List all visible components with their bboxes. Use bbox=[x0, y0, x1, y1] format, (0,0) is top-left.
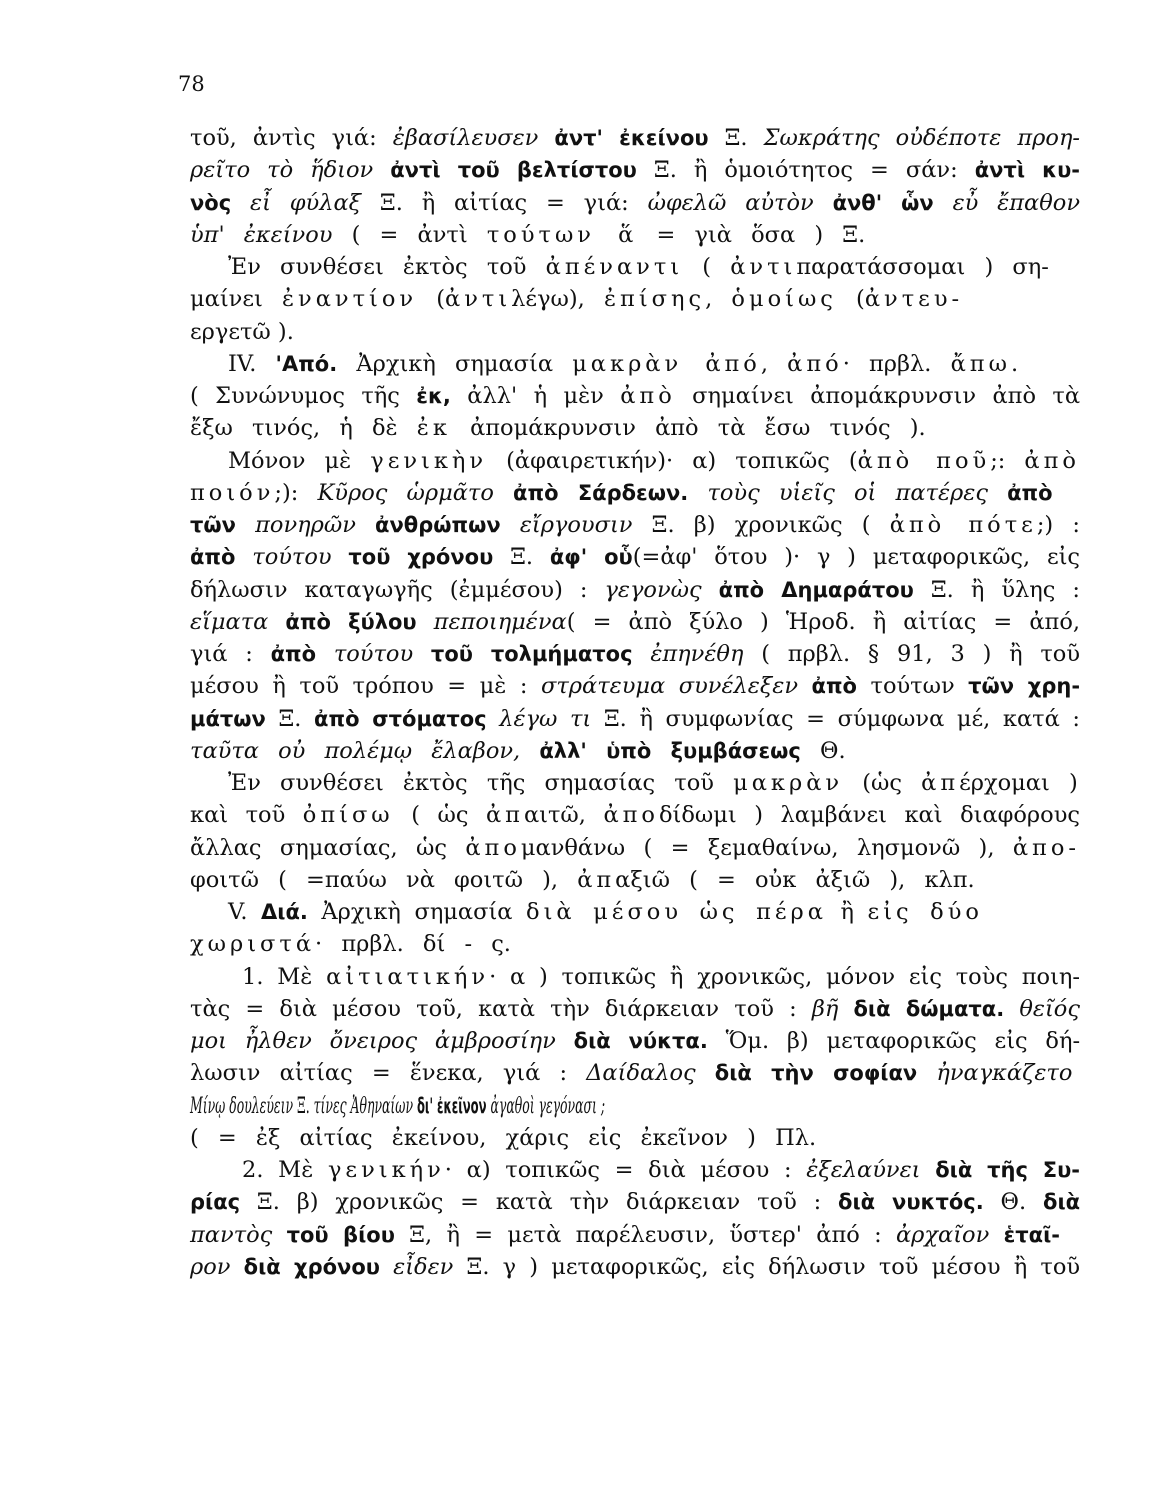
text-segment bbox=[380, 1254, 393, 1280]
text-line bbox=[190, 574, 1080, 606]
text-segment: δήλωσιν καταγωγῆς (ἐμμέσου) : bbox=[190, 576, 605, 603]
text-segment: ἀντι bbox=[730, 254, 797, 280]
text-segment: Ξ. γ ) μεταφορικῶς, εἰς δήλωσιν τοῦ μέσου ἢ τοῦ bbox=[453, 1253, 1081, 1280]
text-segment: , bbox=[705, 286, 732, 313]
text-segment bbox=[814, 190, 833, 216]
text-segment: δίδωμι ) λαμβάνει καὶ διαφόρους bbox=[658, 802, 1080, 829]
text-segment: ταῦτα οὐ πολέμῳ ἔλαβον, bbox=[190, 737, 521, 764]
text-segment: ἀπό bbox=[787, 350, 843, 377]
text-segment: ὑπ' ἐκείνου bbox=[190, 221, 333, 248]
text-segment bbox=[702, 577, 719, 603]
text-segment: ἀπὸ Δημαράτου bbox=[718, 577, 914, 602]
text-segment: ἀπὸ bbox=[620, 383, 676, 409]
text-segment: εἶ φύλαξ bbox=[250, 189, 362, 216]
text-line-content bbox=[190, 541, 1080, 573]
text-segment bbox=[838, 996, 853, 1022]
text-segment bbox=[696, 1060, 715, 1086]
text-line bbox=[190, 1154, 1080, 1186]
text-segment: τοῦ, ἀντὶς γιά: bbox=[190, 125, 393, 151]
text-segment bbox=[633, 641, 651, 667]
text-segment: μανθάνω ( = ξεμαθαίνω, λησμονῶ ), bbox=[520, 834, 1013, 861]
text-line bbox=[190, 1219, 1080, 1251]
text-segment: · α) τοπικῶς = διὰ μέσου : bbox=[444, 1157, 807, 1183]
text-segment: Ξ. β) χρονικῶς = κατὰ τὴν διάρκειαν τοῦ : bbox=[240, 1189, 839, 1216]
text-segment: Θ. bbox=[983, 1189, 1044, 1216]
text-segment: Ξ. β) χρονικῶς ( bbox=[632, 512, 890, 538]
text-segment: μάτων bbox=[190, 706, 266, 731]
text-line bbox=[190, 541, 1080, 573]
text-segment: V. bbox=[228, 899, 262, 925]
text-segment: ὁμοίως bbox=[731, 286, 837, 313]
text-segment: ἐξελαύνει bbox=[806, 1157, 921, 1183]
text-segment: διὰ μέσου ὡς πέρα bbox=[526, 899, 827, 925]
text-segment bbox=[501, 512, 520, 538]
text-segment: ἀπο bbox=[465, 834, 521, 861]
text-segment: ἀνθ' ὧν bbox=[832, 190, 934, 215]
text-segment: διὰ τὴν σοφίαν bbox=[714, 1061, 918, 1086]
text-line-content bbox=[242, 1154, 1080, 1186]
text-segment: ;): bbox=[274, 479, 318, 506]
text-segment: στράτευμα συνέλεξεν bbox=[540, 673, 798, 700]
text-line-content bbox=[190, 1219, 1060, 1251]
text-segment: ἀφ' οὗ bbox=[549, 545, 633, 570]
text-segment: εργετῶ ). bbox=[190, 318, 294, 345]
text-segment: τούτου bbox=[333, 641, 414, 667]
text-line bbox=[190, 187, 1080, 219]
text-segment: τῶν χρη- bbox=[968, 674, 1081, 699]
text-segment: (ἀφαιρετικήν)· α) τοπικῶς ( bbox=[487, 447, 858, 474]
text-segment: = γιὰ ὅσα ) Ξ. bbox=[637, 221, 866, 248]
text-line bbox=[190, 638, 1080, 670]
text-segment: ἠναγκάζετο bbox=[936, 1060, 1073, 1087]
text-line-content bbox=[190, 832, 1080, 864]
text-line bbox=[190, 832, 1080, 864]
page-number: 78 bbox=[178, 72, 205, 96]
text-segment: τούτου bbox=[252, 544, 332, 571]
text-segment: διὰ δώματα. bbox=[853, 996, 1005, 1021]
text-line-content bbox=[242, 961, 1080, 993]
text-line bbox=[190, 961, 1080, 993]
text-segment: . bbox=[1010, 350, 1019, 377]
text-segment: ἢ bbox=[826, 899, 868, 925]
text-segment: ;: bbox=[990, 447, 1025, 474]
text-segment: διὰ νυκτός. bbox=[838, 1190, 984, 1215]
text-segment: ἀπὸ πότε bbox=[889, 512, 1037, 538]
text-segment: ( bbox=[417, 286, 446, 313]
text-segment: ἑταῖ- bbox=[1003, 1222, 1060, 1247]
text-segment: φοιτῶ ( =παύω νὰ φοιτῶ ), bbox=[190, 866, 578, 893]
text-line-content bbox=[190, 380, 1080, 412]
text-segment: καὶ τοῦ bbox=[190, 802, 303, 829]
text-line bbox=[190, 767, 1080, 799]
text-segment: ἀντι bbox=[445, 286, 512, 313]
text-segment: ἀπὸ ποῦ bbox=[857, 447, 991, 474]
text-segment: ἐναντίον bbox=[281, 286, 418, 313]
text-segment: ἀντὶ τοῦ βελτίστου bbox=[390, 158, 637, 183]
text-segment: διὰ νύκτα. bbox=[573, 1029, 708, 1053]
text-segment: ἀλλ' ἡ μὲν bbox=[450, 383, 621, 409]
text-line-content bbox=[190, 412, 926, 444]
text-segment: ἐκ bbox=[416, 415, 451, 442]
text-segment: Ξ. bbox=[708, 125, 764, 151]
text-segment bbox=[417, 609, 434, 635]
text-line bbox=[190, 477, 1080, 509]
text-segment bbox=[494, 480, 513, 506]
text-segment: τὰς = διὰ μέσου τοῦ, κατὰ τὴν διάρκειαν τοῦ : bbox=[190, 995, 812, 1022]
text-segment: εἵματα bbox=[190, 608, 269, 635]
text-segment: Σωκράτης οὐδέποτε προη- bbox=[763, 125, 1081, 151]
text-segment: γενικὴν bbox=[370, 447, 488, 474]
text-line-content bbox=[190, 703, 1080, 735]
text-segment: Ἀρχικὴ σημασία bbox=[307, 899, 527, 925]
text-segment: γεγονὼς bbox=[604, 576, 702, 603]
text-segment: ἄπω bbox=[950, 350, 1011, 377]
text-line bbox=[190, 219, 1080, 251]
text-segment: Ξ. bbox=[293, 1092, 314, 1119]
text-segment: ἀντευ- bbox=[864, 286, 964, 313]
text-segment bbox=[538, 125, 554, 151]
text-segment: ( = ἀπὸ ξύλο ) Ἡροδ. ἢ αἰτίας = ἀπό, bbox=[566, 608, 1081, 635]
text-line-content bbox=[190, 316, 294, 348]
text-segment: τούτων ἅ bbox=[486, 221, 638, 248]
text-segment: τῶν bbox=[190, 513, 236, 537]
text-segment: γενικήν bbox=[327, 1157, 445, 1183]
text-segment: Δαίδαλος bbox=[586, 1060, 696, 1087]
text-segment bbox=[272, 1222, 286, 1248]
text-segment: ἐπίσης bbox=[603, 286, 706, 313]
text-segment: , bbox=[760, 350, 788, 377]
text-segment: Διά. bbox=[261, 900, 308, 924]
text-segment: · α ) τοπικῶς ἢ χρονικῶς, μόνον εἰς τοὺς ποιη- bbox=[489, 963, 1081, 990]
text-line-content bbox=[190, 799, 1080, 831]
text-segment: Μίνῳ δουλεύειν bbox=[190, 1092, 294, 1119]
text-line-content bbox=[228, 348, 1018, 380]
text-segment: Ἐν συνθέσει ἐκτὸς τοῦ bbox=[228, 254, 546, 280]
text-segment: σημαίνει ἀπομάκρυνσιν ἀπὸ τὰ bbox=[675, 383, 1081, 409]
text-segment bbox=[917, 1060, 936, 1086]
text-line-content bbox=[190, 574, 1080, 606]
text-line bbox=[190, 928, 1080, 960]
text-segment: λέγω τι bbox=[499, 705, 592, 732]
text-segment: τοῦ τολμήματος bbox=[430, 642, 633, 666]
text-segment: Ξ. ἢ αἰτίας = γιά: bbox=[361, 189, 648, 216]
text-segment: παντὸς bbox=[190, 1221, 273, 1248]
text-segment: Ξ. ἢ ὕλης : bbox=[913, 576, 1080, 603]
text-segment: IV. bbox=[228, 350, 276, 377]
text-segment: ἀπ bbox=[921, 770, 960, 796]
text-segment: Κῦρος ὡρμᾶτο bbox=[317, 479, 494, 506]
text-segment: ( Συνώνυμος τῆς bbox=[190, 383, 417, 409]
text-segment: ἀλλ' ὑπὸ ξυμβάσεως bbox=[539, 738, 801, 763]
text-line bbox=[190, 703, 1080, 735]
text-segment: νὸς bbox=[190, 190, 232, 215]
text-segment: ἐκ, bbox=[416, 384, 451, 408]
text-segment bbox=[934, 190, 953, 216]
text-segment bbox=[798, 673, 812, 699]
text-line bbox=[190, 1186, 1080, 1218]
text-segment bbox=[231, 190, 250, 216]
text-segment: γιά : bbox=[190, 641, 271, 667]
text-segment: (ὡς bbox=[843, 770, 922, 796]
text-segment: αξιῶ ( = οὐκ ἀξιῶ ), κλπ. bbox=[615, 866, 975, 893]
text-line-content bbox=[190, 638, 1080, 670]
text-segment bbox=[520, 738, 539, 764]
text-segment: λωσιν αἰτίας = ἕνεκα, γιά : bbox=[190, 1060, 587, 1087]
text-segment: Ἐν συνθέσει ἐκτὸς τῆς σημασίας τοῦ bbox=[228, 770, 734, 796]
text-segment: Μόνον μὲ bbox=[228, 447, 371, 474]
text-line bbox=[190, 509, 1080, 541]
text-line-content bbox=[190, 864, 975, 896]
text-segment: εἶδεν bbox=[393, 1253, 454, 1280]
text-segment: ( bbox=[683, 254, 731, 280]
text-segment: Ξ. bbox=[265, 705, 315, 732]
text-segment bbox=[236, 512, 255, 538]
text-segment bbox=[268, 609, 285, 635]
text-line-content bbox=[190, 283, 963, 315]
text-line bbox=[190, 1251, 1080, 1283]
text-segment: · πρβλ. δί - ς. bbox=[315, 931, 511, 958]
text-segment bbox=[556, 1028, 574, 1054]
text-segment: ὀπίσω bbox=[302, 802, 394, 829]
text-line bbox=[190, 154, 1080, 186]
text-segment: ἀπομάκρυνσιν ἀπὸ τὰ ἔσω τινός ). bbox=[450, 415, 926, 442]
text-segment: ἀνθρώπων bbox=[375, 513, 501, 537]
text-segment: ἀπὸ στόματος bbox=[314, 706, 487, 731]
text-segment: τίνες Ἀθηναίων bbox=[313, 1092, 414, 1119]
text-segment: ( = ἐξ αἰτίας ἐκείνου, χάρις εἰς ἐκεῖνον ) Πλ. bbox=[190, 1124, 817, 1151]
text-segment: Ξ, ἢ = μετὰ παρέλευσιν, ὕστερ' ἀπό : bbox=[394, 1221, 896, 1248]
text-segment: έρχομαι ) bbox=[959, 770, 1078, 796]
text-line-content bbox=[190, 993, 1080, 1025]
text-segment: ἐβασίλευσεν bbox=[392, 125, 539, 151]
text-segment bbox=[316, 641, 334, 667]
text-line-content bbox=[190, 1025, 1080, 1057]
text-segment: εἰς δύο bbox=[867, 899, 983, 925]
text-segment: ἔξω τινός, ἡ δὲ bbox=[190, 415, 417, 442]
text-segment: ( bbox=[836, 286, 865, 313]
text-line bbox=[190, 412, 1080, 444]
text-segment: Ἀρχικὴ σημασία bbox=[337, 350, 573, 377]
text-segment: 2. Μὲ bbox=[242, 1157, 328, 1183]
text-line bbox=[190, 251, 1080, 283]
text-line-content bbox=[190, 122, 1080, 154]
text-segment: Ὅμ. β) μεταφορικῶς εἰς δή- bbox=[707, 1028, 1081, 1054]
text-line-content bbox=[228, 445, 1080, 477]
text-line-content bbox=[190, 606, 1080, 638]
text-line-content bbox=[228, 251, 1049, 283]
text-line bbox=[190, 670, 1080, 702]
text-segment: ρεῖτο τὸ ἥδιον bbox=[190, 157, 374, 184]
text-line-content bbox=[228, 896, 983, 928]
text-segment bbox=[230, 1254, 243, 1280]
text-line-content bbox=[190, 735, 846, 767]
text-segment: 'Από. bbox=[275, 351, 338, 376]
text-line-content bbox=[190, 477, 1053, 509]
text-segment: ἀπὸ bbox=[1024, 447, 1080, 474]
text-segment: Ξ. ἢ ὁμοιότητος = σάν: bbox=[636, 157, 975, 184]
text-segment: τοῦ βίου bbox=[286, 1222, 395, 1247]
text-line bbox=[190, 896, 1080, 928]
text-segment: διὰ bbox=[1043, 1190, 1081, 1215]
text-segment: ὠφελῶ αὐτὸν bbox=[647, 189, 814, 216]
text-segment: ἀντὶ κυ- bbox=[974, 158, 1080, 183]
text-line bbox=[190, 993, 1080, 1025]
text-line bbox=[190, 122, 1080, 154]
text-segment: ἀπ bbox=[577, 866, 616, 893]
text-segment: Ξ. ἢ συμφωνίας = σύμφωνα μέ, κατά : bbox=[591, 705, 1080, 732]
text-segment: θεῖός bbox=[1019, 995, 1080, 1022]
text-segment: ρον bbox=[190, 1253, 231, 1280]
text-segment: μοι ἦλθεν ὄνειρος ἀμβροσίην bbox=[190, 1028, 556, 1054]
text-line bbox=[190, 283, 1080, 315]
text-line bbox=[190, 606, 1080, 638]
text-segment bbox=[921, 1157, 936, 1183]
text-line bbox=[190, 380, 1080, 412]
text-line bbox=[190, 735, 1080, 767]
text-segment: ρίας bbox=[190, 1190, 241, 1215]
text-line-content bbox=[190, 1090, 605, 1122]
text-line-content bbox=[190, 154, 1080, 186]
text-segment: μακρὰν bbox=[733, 770, 844, 796]
text-segment: αἰτιατικήν bbox=[326, 963, 490, 990]
text-line-content bbox=[190, 1122, 816, 1154]
text-segment: πεποιημένα bbox=[433, 608, 567, 635]
text-segment: λέγω), bbox=[511, 286, 604, 313]
text-segment: ἀρχαῖον bbox=[895, 1221, 990, 1248]
text-segment bbox=[487, 706, 500, 732]
text-segment: μέσου ἢ τοῦ τρόπου = μὲ : bbox=[190, 673, 541, 700]
text-line-content bbox=[190, 219, 865, 251]
text-segment: ἀπὸ bbox=[270, 642, 317, 666]
text-line-content bbox=[190, 1057, 1072, 1089]
text-segment: ;) : bbox=[1036, 512, 1080, 538]
text-segment: τοῦ χρόνου bbox=[348, 545, 494, 570]
text-segment: ἀπὸ Σάρδεων. bbox=[513, 480, 689, 505]
text-segment: ποιόν bbox=[190, 479, 275, 506]
text-segment bbox=[988, 480, 1007, 506]
text-segment: ( ὡς bbox=[393, 802, 486, 829]
text-segment: ἀγαθοὶ γεγόνασι ; bbox=[490, 1092, 606, 1119]
text-segment: ἀπὸ bbox=[190, 545, 236, 570]
text-block bbox=[190, 122, 1080, 1283]
text-line bbox=[190, 864, 1080, 896]
text-segment: δι' ἐκεῖνον bbox=[416, 1093, 487, 1118]
text-segment bbox=[989, 1222, 1003, 1248]
text-segment bbox=[688, 480, 707, 506]
text-line-content bbox=[190, 187, 1080, 219]
text-segment: ἄλλας σημασίας, ὡς bbox=[190, 834, 466, 861]
text-segment: χωριστά bbox=[190, 931, 316, 958]
text-segment: (=ἀφ' ὅτου )· γ ) μεταφορικῶς, εἰς bbox=[632, 544, 1081, 571]
text-segment: παρατάσσομαι ) ση- bbox=[796, 254, 1049, 280]
text-line-content bbox=[190, 928, 511, 960]
text-segment: ἀπὸ bbox=[1007, 480, 1053, 505]
text-line bbox=[190, 348, 1080, 380]
text-line-content bbox=[228, 767, 1078, 799]
text-segment: αιτῶ, bbox=[523, 802, 604, 829]
text-segment: · πρβλ. bbox=[842, 350, 951, 377]
text-segment: 1. Μὲ bbox=[242, 963, 327, 990]
text-segment: διὰ τῆς Συ- bbox=[935, 1158, 1080, 1182]
text-segment: ἀπέναντι bbox=[545, 254, 684, 280]
text-line-content bbox=[190, 670, 1080, 702]
text-segment bbox=[356, 512, 375, 538]
text-segment: εὖ ἔπαθον bbox=[952, 189, 1080, 216]
text-segment bbox=[332, 544, 349, 570]
text-segment: μακρὰν ἀπό bbox=[572, 350, 761, 377]
text-line bbox=[190, 1057, 1080, 1089]
text-segment: ( = ἀντὶ bbox=[332, 221, 487, 248]
text-segment: βῆ bbox=[811, 995, 839, 1022]
text-segment: διὰ χρόνου bbox=[243, 1254, 380, 1279]
text-segment bbox=[235, 544, 252, 570]
text-segment: τούτων bbox=[856, 673, 969, 700]
text-line-content bbox=[190, 1186, 1080, 1218]
text-segment: ἀπο bbox=[603, 802, 659, 829]
text-segment: ἀπὸ bbox=[811, 674, 857, 699]
text-line-content bbox=[190, 1251, 1080, 1283]
text-line bbox=[190, 1090, 1080, 1122]
text-segment: Θ. bbox=[800, 737, 846, 764]
text-segment: τοὺς υἱεῖς οἱ πατέρες bbox=[707, 479, 988, 506]
text-segment: ἀπο- bbox=[1012, 834, 1080, 861]
text-segment: ( πρβλ. § 91, 3 ) ἢ τοῦ bbox=[743, 641, 1081, 667]
text-segment: μαίνει bbox=[190, 286, 282, 313]
text-line bbox=[190, 1025, 1080, 1057]
text-segment: ἀπ bbox=[485, 802, 524, 829]
text-segment: ἀντ' ἐκείνου bbox=[554, 126, 709, 150]
text-segment bbox=[413, 641, 431, 667]
text-line-content bbox=[190, 509, 1080, 541]
text-segment: ἀπὸ ξύλου bbox=[285, 609, 417, 634]
text-segment bbox=[373, 157, 390, 183]
text-line bbox=[190, 316, 1080, 348]
text-segment: πονηρῶν bbox=[255, 512, 356, 538]
text-line bbox=[190, 799, 1080, 831]
text-segment bbox=[1004, 996, 1019, 1022]
text-segment: ἐπηνέθη bbox=[650, 641, 744, 667]
text-line bbox=[190, 1122, 1080, 1154]
text-line bbox=[190, 445, 1080, 477]
text-segment: εἴργουσιν bbox=[519, 512, 633, 538]
text-segment: Ξ. bbox=[493, 544, 550, 571]
